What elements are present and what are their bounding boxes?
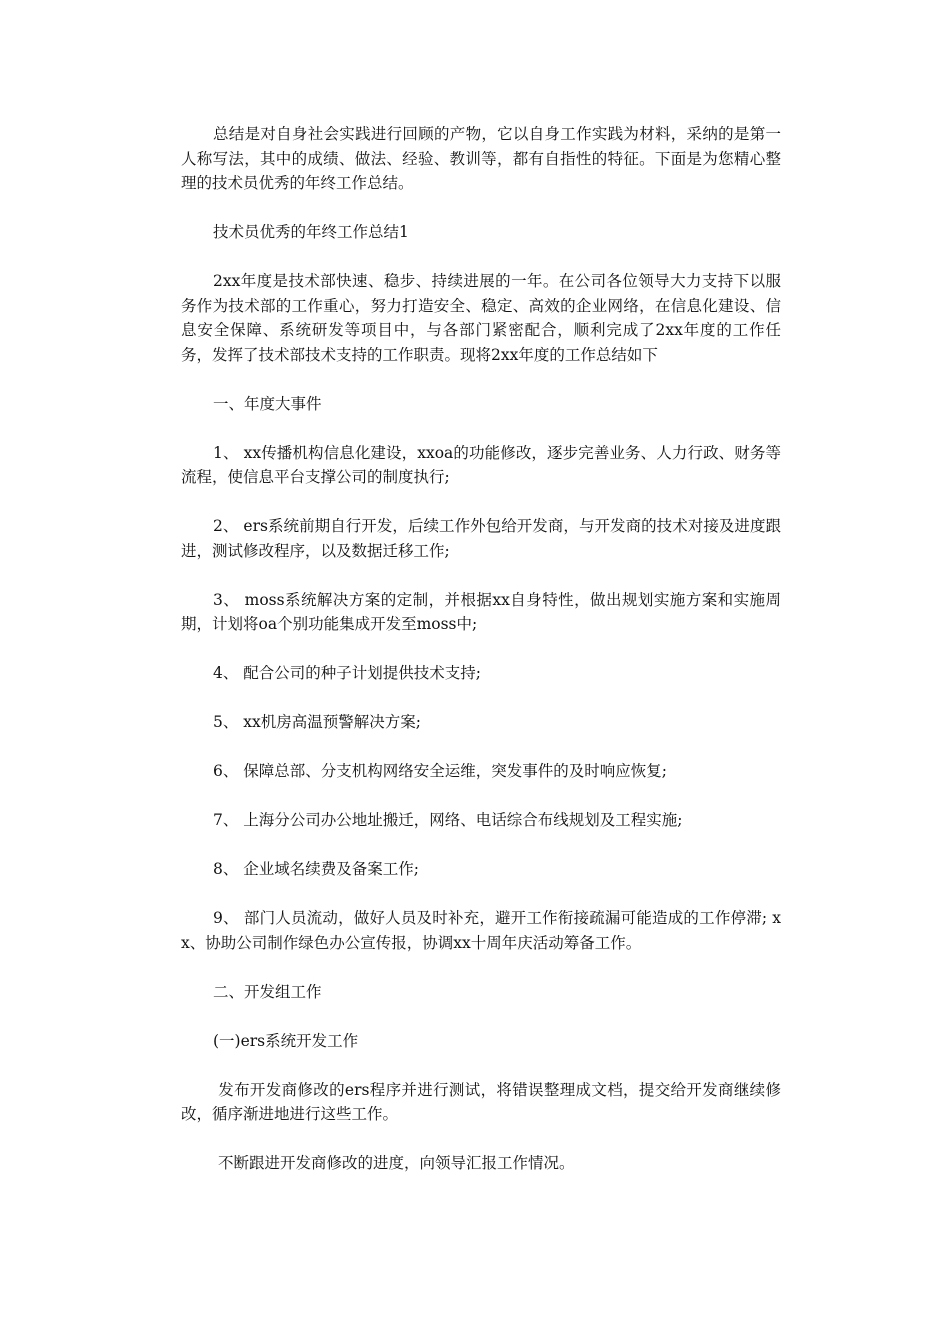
section-heading-dev-group: 二、开发组工作	[213, 982, 322, 1001]
list-item-5: 5、 xx机房高温预警解决方案;	[213, 713, 421, 731]
list-item-2: 2、 ers系统前期自行开发，后续工作外包给开发商，与开发商的技术对接及进度跟进，测试修改程序，以及数据迁移工作;	[181, 517, 781, 560]
list-item-3: 3、 moss系统解决方案的定制，并根据xx自身特性，做出规划实施方案和实施周期，计划将oa个别功能集成开发至moss中;	[181, 590, 781, 633]
list-item-9: 9、 部门人员流动，做好人员及时补充，避开工作衔接疏漏可能造成的工作停滞; xx、协助公司制作绿色办公宣传报，协调xx十周年庆活动筹备工作。	[181, 909, 781, 952]
ers-paragraph-2: 不断跟进开发商修改的进度，向领导汇报工作情况。	[213, 1154, 575, 1172]
ers-paragraph-1: 发布开发商修改的ers程序并进行测试，将错误整理成文档，提交给开发商继续修改，循序渐进地进行这些工作。	[181, 1080, 781, 1123]
subsection-heading-ers: (一)ers系统开发工作	[213, 1031, 359, 1050]
list-item-1: 1、 xx传播机构信息化建设，xxoa的功能修改，逐步完善业务、人力行政、财务等流程，使信息平台支撑公司的制度执行;	[181, 443, 781, 486]
section-heading-annual-events: 一、年度大事件	[213, 394, 322, 413]
document-body	[181, 122, 781, 1176]
overview-paragraph: 2xx年度是技术部快速、稳步、持续进展的一年。在公司各位领导大力支持下以服务作为技术部的工作重心，努力打造安全、稳定、高效的企业网络，在信息化建设、信息安全保障、系统研发等项目中，与各部门紧密配合，顺利完成了2xx年度的工作任务，发挥了技术部技术支持的工作职责。现将2xx年度的工作总结如下	[181, 272, 781, 364]
summary-title: 技术员优秀的年终工作总结1	[213, 223, 409, 241]
list-item-7: 7、 上海分公司办公地址搬迁，网络、电话综合布线规划及工程实施;	[213, 811, 683, 829]
list-item-4: 4、 配合公司的种子计划提供技术支持;	[213, 664, 482, 682]
list-item-6: 6、 保障总部、分支机构网络安全运维，突发事件的及时响应恢复;	[213, 762, 668, 780]
list-item-8: 8、 企业域名续费及备案工作;	[213, 860, 420, 878]
intro-paragraph: 总结是对自身社会实践进行回顾的产物，它以自身工作实践为材料，采纳的是第一人称写法，其中的成绩、做法、经验、教训等，都有自指性的特征。下面是为您精心整理的技术员优秀的年终工作总结。	[181, 125, 781, 192]
